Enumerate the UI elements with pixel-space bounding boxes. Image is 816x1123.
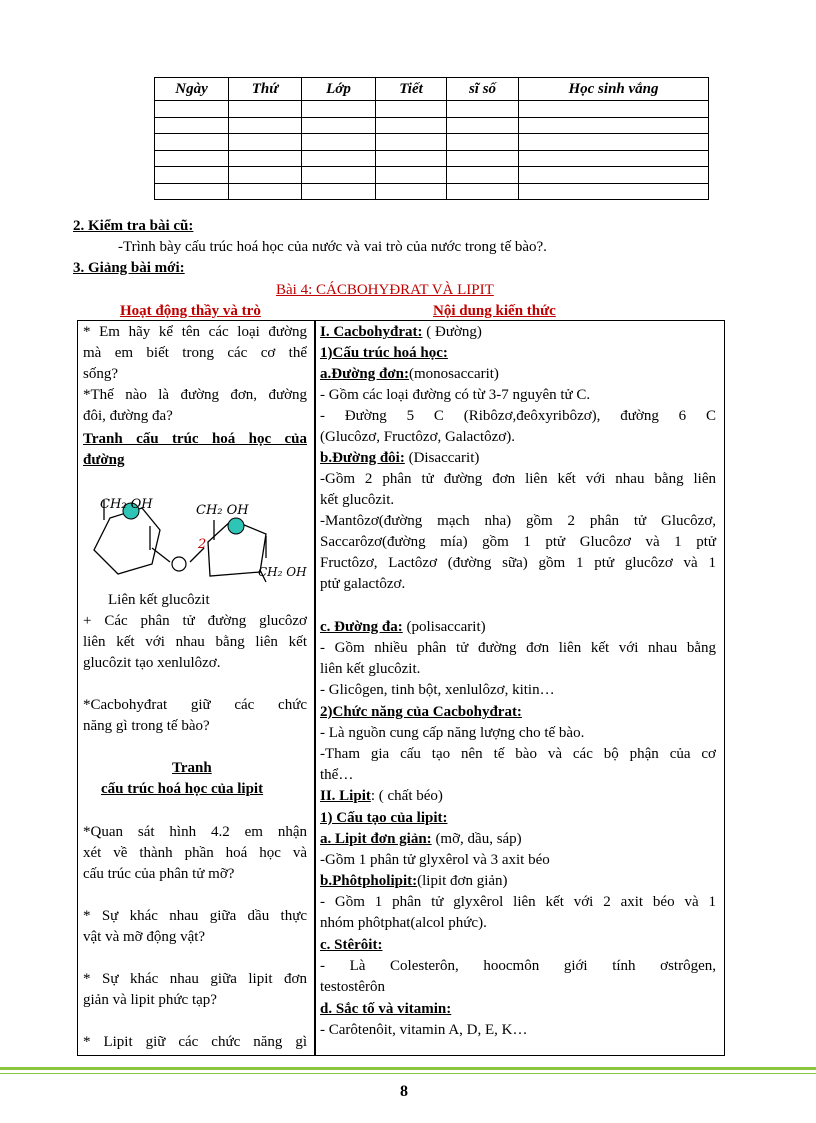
text-line: testostêrôn [320,979,385,995]
carb-section [320,322,482,342]
q4-line: * Sự khác nhau giữa dầu thực [83,908,307,924]
phospholipid-section [320,871,508,891]
q3-line: xét về thành phần hoá học và [83,845,307,861]
page-number: 8 [400,1083,408,1100]
ring-atom [228,518,244,534]
simple-lipid-extra: (mỡ, dầu, sáp) [431,831,522,847]
q5-line: giản và lipit phức tạp? [83,992,217,1008]
q6-line: * Lipit giữ các chức năng gì [83,1034,307,1050]
text-line: -Gồm 1 phân tử glyxêrol và 3 axit béo [320,852,550,868]
q2-line: *Cacbohyđrat giữ các chức [83,697,307,713]
table-row [155,101,709,118]
text-line: thể… [320,767,354,783]
glucozit-line: + Các phân tử đường glucôzơ [83,613,307,629]
lipid-structure-title: 1) Cấu tạo của lipit: [320,810,448,826]
q2-line: năng gì trong tế bào? [83,718,210,734]
lipid-extra: : ( chất béo) [370,788,443,804]
glucozit-line: liên kết với nhau bằng liên kết [83,634,307,650]
ch2oh-label-1: CH₂ OH [100,497,153,512]
q1-line: * Em hãy kể tên các loại đường [83,324,307,340]
picture1-line: đường [83,452,125,468]
table-row [155,183,709,200]
table-row [155,117,709,134]
simple-lipid-title: a. Lipit đơn giản: [320,831,432,847]
text-line: - Là Colesterôn, hoocmôn giới tính ơstrôgen, [320,958,716,974]
ch2oh-label-2: CH₂ OH [196,503,249,518]
carb-title: I. Cacbohyđrat: [320,324,423,340]
glucozit-line: glucôzit tạo xenlulôzơ. [83,655,221,671]
carbon-number: 2 [198,537,207,552]
text-line: (Glucôzơ, Fructôzơ, Galactôzơ). [320,429,515,445]
new-lesson-heading: 3. Giảng bài mới: [73,260,185,276]
table-row [155,150,709,167]
text-line: - Carôtenôit, vitamin A, D, E, K… [320,1022,528,1038]
mono-section [320,364,499,384]
text-line: - Gồm các loại đường có từ 3-7 nguyên tử C. [320,387,591,403]
oxygen-atom [172,557,186,571]
header-hoc-sinh-vang: Học sinh vắng [519,78,709,101]
q1-line: *Thế nào là đường đơn, đường [83,387,307,403]
mono-title: a.Đường đơn: [320,366,409,382]
poly-section [320,617,486,637]
table-row [155,167,709,184]
text-line: - Gồm nhiều phân tử đường đơn liên kết với nhau bằng [320,640,716,656]
review-heading: 2. Kiểm tra bài cũ: [73,218,194,234]
footer-rule-thin [0,1073,816,1074]
header-thu: Thứ [229,78,302,101]
header-lop: Lớp [302,78,376,101]
picture1-line: Tranh cấu trúc hoá học của [83,431,307,447]
footer-rule [0,1067,816,1070]
carb-function-title: 2)Chức năng của Cacbohyđrat: [320,704,522,720]
text-line: nhóm phôtphat(alcol phức). [320,915,487,931]
table-row [155,134,709,151]
picture2-line: cấu trúc hoá học của lipit [101,781,264,797]
poly-title: c. Đường đa: [320,619,403,635]
text-line: - Glicôgen, tinh bột, xenlulôzơ, kitin… [320,682,555,698]
text-line: Saccarôzơ(đường mía) gồm 1 ptử Glucôzơ và 1 ptử [320,534,716,550]
q3-line: *Quan sát hình 4.2 em nhận [83,824,307,840]
attendance-table [154,77,709,200]
text-line: - Gồm 1 phân tử glyxêrol liên kết với 2 axit béo và 1 [320,894,716,910]
q5-line: * Sự khác nhau giữa lipit đơn [83,971,307,987]
text-line: Fructôzơ, Lactôzơ (đường sữa) gồm 1 ptử glucôzơ và 1 [320,555,716,571]
di-title: b.Đường đôi: [320,450,405,466]
text-line: liên kết glucôzit. [320,661,421,677]
phospholipid-title: b.Phôtpholipit: [320,873,418,889]
mono-extra: (monosaccarit) [408,366,499,382]
simple-lipid-section [320,829,522,849]
steroid-title: c. Stêrôit: [320,937,383,953]
poly-extra: (polisaccarit) [402,619,486,635]
text-line: ptử galactôzơ. [320,576,406,592]
header-si-so: sĩ số [447,78,519,101]
text-line: - Đường 5 C (Ribôzơ,đeôxyribôzơ), đường 6 C [320,408,716,424]
col-right-heading: Nội dung kiến thức [433,303,556,319]
ch2oh-label-3: CH₂ OH [258,565,307,579]
attendance-header-row [155,78,709,101]
glucozit-diagram [80,490,312,590]
q1-line: sống? [83,366,118,382]
lipid-title: II. Lipit [320,788,371,804]
pigment-title: d. Sắc tố và vitamin: [320,1001,452,1017]
lesson-title: Bài 4: CÁCBOHYĐRAT VÀ LIPIT [276,282,494,298]
col-left-heading: Hoạt động thầy và trò [120,303,261,319]
di-extra: (Disaccarit) [404,450,480,466]
text-line: kết glucôzit. [320,492,395,508]
text-line: -Mantôzơ(đường mạch nha) gồm 2 phân tử Glucôzơ, [320,513,716,529]
di-section [320,448,479,468]
q3-line: cấu trúc của phân tử mỡ? [83,866,235,882]
text-line: - Là nguồn cung cấp năng lượng cho tế bào. [320,725,585,741]
glucozit-caption: Liên kết glucôzit [108,592,210,608]
lipid-section [320,786,443,806]
header-ngay: Ngày [155,78,229,101]
q1-line: đôi, đường đa? [83,408,173,424]
review-question: -Trình bày cấu trúc hoá học của nước và vai trò của nước trong tế bào?. [118,239,547,255]
q1-line: mà em biết trong các cơ thể [83,345,307,361]
phospholipid-extra: (lipit đơn giản) [417,873,508,889]
q4-line: vật và mỡ động vật? [83,929,206,945]
text-line: -Tham gia cấu tạo nên tế bào và các bộ phận của cơ [320,746,716,762]
header-tiet: Tiết [376,78,447,101]
carb-structure-title: 1)Cấu trúc hoá học: [320,345,448,361]
picture2-line: Tranh [172,760,212,776]
text-line: -Gồm 2 phân tử đường đơn liên kết với nhau bằng liên [320,471,716,487]
carb-extra: ( Đường) [422,324,482,340]
